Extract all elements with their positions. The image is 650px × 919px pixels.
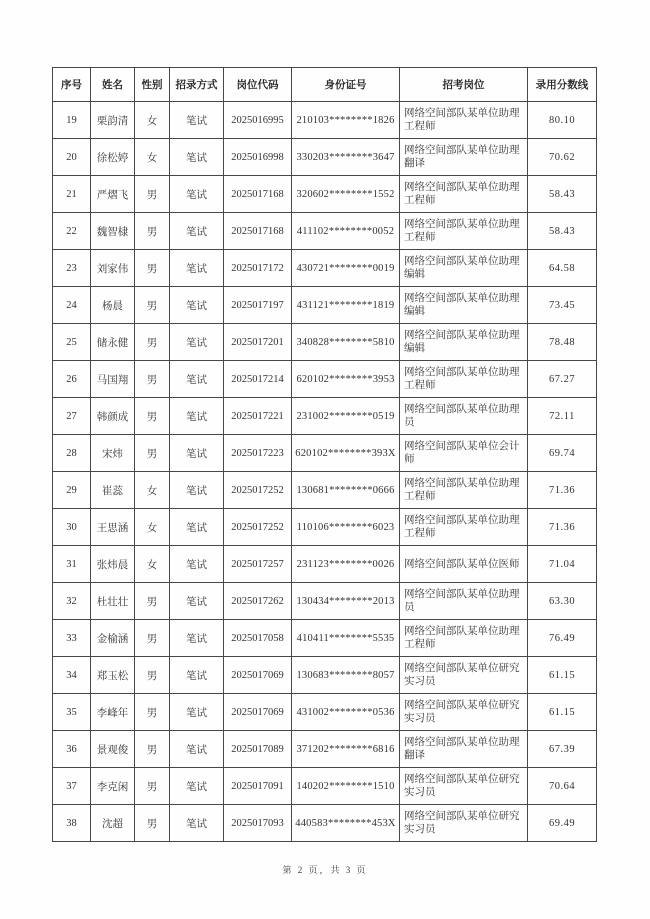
table-row xyxy=(53,324,597,361)
cell-score: 69.49 xyxy=(528,805,597,842)
cell-score: 64.58 xyxy=(528,250,597,287)
cell-code: 2025017214 xyxy=(224,361,292,398)
cell-position: 网络空间部队某单位研究实习员 xyxy=(400,694,528,731)
cell-position: 网络空间部队某单位助理工程师 xyxy=(400,361,528,398)
cell-no: 28 xyxy=(53,435,91,472)
table-row xyxy=(53,694,597,731)
cell-name: 马国翔 xyxy=(91,361,135,398)
admission-score-table xyxy=(52,67,597,842)
cell-position: 网络空间部队某单位助理员 xyxy=(400,398,528,435)
cell-name: 李峰年 xyxy=(91,694,135,731)
cell-code: 2025017201 xyxy=(224,324,292,361)
cell-code: 2025016995 xyxy=(224,102,292,139)
table-row xyxy=(53,398,597,435)
table-body xyxy=(53,102,597,842)
cell-name: 杨晨 xyxy=(91,287,135,324)
cell-code: 2025017223 xyxy=(224,435,292,472)
cell-gender: 女 xyxy=(135,509,170,546)
cell-method: 笔试 xyxy=(170,472,224,509)
cell-gender: 男 xyxy=(135,324,170,361)
cell-position: 网络空间部队某单位助理工程师 xyxy=(400,213,528,250)
cell-method: 笔试 xyxy=(170,102,224,139)
table-row xyxy=(53,102,597,139)
column-header-method: 招录方式 xyxy=(170,68,224,102)
table-row xyxy=(53,250,597,287)
cell-gender: 男 xyxy=(135,657,170,694)
cell-code: 2025017252 xyxy=(224,509,292,546)
cell-code: 2025017262 xyxy=(224,583,292,620)
cell-name: 崔蕊 xyxy=(91,472,135,509)
cell-id_number: 110106********6023 xyxy=(292,509,400,546)
table-row xyxy=(53,583,597,620)
cell-no: 21 xyxy=(53,176,91,213)
column-header-score: 录用分数线 xyxy=(528,68,597,102)
table-row xyxy=(53,472,597,509)
cell-no: 20 xyxy=(53,139,91,176)
cell-gender: 男 xyxy=(135,583,170,620)
cell-no: 23 xyxy=(53,250,91,287)
cell-position: 网络空间部队某单位助理翻译 xyxy=(400,139,528,176)
cell-position: 网络空间部队某单位助理编辑 xyxy=(400,250,528,287)
cell-position: 网络空间部队某单位助理工程师 xyxy=(400,472,528,509)
column-header-no: 序号 xyxy=(53,68,91,102)
cell-no: 36 xyxy=(53,731,91,768)
cell-name: 魏智棣 xyxy=(91,213,135,250)
cell-id_number: 210103********1826 xyxy=(292,102,400,139)
table-row xyxy=(53,731,597,768)
cell-code: 2025017089 xyxy=(224,731,292,768)
cell-no: 38 xyxy=(53,805,91,842)
table-row xyxy=(53,546,597,583)
cell-score: 70.64 xyxy=(528,768,597,805)
cell-id_number: 140202********1510 xyxy=(292,768,400,805)
cell-name: 景观俊 xyxy=(91,731,135,768)
cell-score: 78.48 xyxy=(528,324,597,361)
cell-id_number: 371202********6816 xyxy=(292,731,400,768)
cell-position: 网络空间部队某单位医师 xyxy=(400,546,528,583)
cell-method: 笔试 xyxy=(170,213,224,250)
cell-code: 2025017168 xyxy=(224,213,292,250)
cell-name: 李克闲 xyxy=(91,768,135,805)
cell-id_number: 330203********3647 xyxy=(292,139,400,176)
cell-name: 韩颜成 xyxy=(91,398,135,435)
cell-gender: 男 xyxy=(135,398,170,435)
cell-method: 笔试 xyxy=(170,361,224,398)
cell-position: 网络空间部队某单位研究实习员 xyxy=(400,805,528,842)
cell-id_number: 231002********0519 xyxy=(292,398,400,435)
table-row xyxy=(53,509,597,546)
cell-method: 笔试 xyxy=(170,287,224,324)
table-row xyxy=(53,287,597,324)
cell-score: 58.43 xyxy=(528,176,597,213)
cell-score: 69.74 xyxy=(528,435,597,472)
cell-no: 24 xyxy=(53,287,91,324)
cell-id_number: 620102********393X xyxy=(292,435,400,472)
cell-score: 58.43 xyxy=(528,213,597,250)
cell-score: 70.62 xyxy=(528,139,597,176)
column-header-position: 招考岗位 xyxy=(400,68,528,102)
cell-method: 笔试 xyxy=(170,805,224,842)
cell-code: 2025017172 xyxy=(224,250,292,287)
cell-method: 笔试 xyxy=(170,731,224,768)
table-row xyxy=(53,805,597,842)
cell-name: 严熠飞 xyxy=(91,176,135,213)
cell-gender: 女 xyxy=(135,546,170,583)
cell-position: 网络空间部队某单位助理编辑 xyxy=(400,287,528,324)
cell-method: 笔试 xyxy=(170,509,224,546)
cell-no: 33 xyxy=(53,620,91,657)
cell-gender: 男 xyxy=(135,731,170,768)
cell-name: 沈超 xyxy=(91,805,135,842)
cell-score: 67.27 xyxy=(528,361,597,398)
cell-id_number: 431002********0536 xyxy=(292,694,400,731)
cell-gender: 男 xyxy=(135,250,170,287)
cell-name: 王思涵 xyxy=(91,509,135,546)
cell-gender: 男 xyxy=(135,620,170,657)
cell-score: 63.30 xyxy=(528,583,597,620)
cell-name: 徐松婷 xyxy=(91,139,135,176)
cell-no: 22 xyxy=(53,213,91,250)
cell-no: 30 xyxy=(53,509,91,546)
cell-id_number: 620102********3953 xyxy=(292,361,400,398)
column-header-id_number: 身份证号 xyxy=(292,68,400,102)
cell-score: 71.04 xyxy=(528,546,597,583)
cell-gender: 男 xyxy=(135,287,170,324)
cell-id_number: 411102********0052 xyxy=(292,213,400,250)
cell-gender: 男 xyxy=(135,213,170,250)
cell-code: 2025017221 xyxy=(224,398,292,435)
cell-gender: 男 xyxy=(135,694,170,731)
cell-id_number: 231123********0026 xyxy=(292,546,400,583)
cell-id_number: 431121********1819 xyxy=(292,287,400,324)
cell-code: 2025016998 xyxy=(224,139,292,176)
table-row xyxy=(53,176,597,213)
cell-no: 35 xyxy=(53,694,91,731)
header-row xyxy=(53,68,597,102)
cell-score: 71.36 xyxy=(528,472,597,509)
cell-code: 2025017257 xyxy=(224,546,292,583)
cell-code: 2025017091 xyxy=(224,768,292,805)
cell-score: 67.39 xyxy=(528,731,597,768)
cell-name: 郑玉松 xyxy=(91,657,135,694)
table-row xyxy=(53,768,597,805)
column-header-gender: 性别 xyxy=(135,68,170,102)
cell-name: 杜壮壮 xyxy=(91,583,135,620)
cell-method: 笔试 xyxy=(170,657,224,694)
cell-score: 61.15 xyxy=(528,657,597,694)
cell-id_number: 340828********5810 xyxy=(292,324,400,361)
cell-position: 网络空间部队某单位助理工程师 xyxy=(400,509,528,546)
cell-code: 2025017069 xyxy=(224,657,292,694)
cell-position: 网络空间部队某单位助理工程师 xyxy=(400,102,528,139)
page-number: 第 2 页，共 3 页 xyxy=(282,865,368,875)
cell-no: 32 xyxy=(53,583,91,620)
cell-score: 61.15 xyxy=(528,694,597,731)
cell-code: 2025017168 xyxy=(224,176,292,213)
cell-id_number: 440583********453X xyxy=(292,805,400,842)
table-row xyxy=(53,139,597,176)
cell-position: 网络空间部队某单位研究实习员 xyxy=(400,657,528,694)
cell-method: 笔试 xyxy=(170,583,224,620)
cell-code: 2025017069 xyxy=(224,694,292,731)
cell-name: 刘家伟 xyxy=(91,250,135,287)
cell-id_number: 410411********5535 xyxy=(292,620,400,657)
table-row xyxy=(53,435,597,472)
cell-position: 网络空间部队某单位助理翻译 xyxy=(400,731,528,768)
cell-gender: 女 xyxy=(135,139,170,176)
cell-method: 笔试 xyxy=(170,694,224,731)
cell-id_number: 320602********1552 xyxy=(292,176,400,213)
cell-position: 网络空间部队某单位助理工程师 xyxy=(400,176,528,213)
cell-no: 27 xyxy=(53,398,91,435)
cell-method: 笔试 xyxy=(170,620,224,657)
cell-no: 37 xyxy=(53,768,91,805)
table-row xyxy=(53,620,597,657)
cell-method: 笔试 xyxy=(170,768,224,805)
cell-gender: 男 xyxy=(135,176,170,213)
table-row xyxy=(53,213,597,250)
cell-code: 2025017252 xyxy=(224,472,292,509)
cell-name: 张炜晨 xyxy=(91,546,135,583)
cell-no: 25 xyxy=(53,324,91,361)
column-header-code: 岗位代码 xyxy=(224,68,292,102)
table-row xyxy=(53,657,597,694)
cell-position: 网络空间部队某单位会计师 xyxy=(400,435,528,472)
cell-no: 19 xyxy=(53,102,91,139)
cell-gender: 男 xyxy=(135,361,170,398)
cell-score: 71.36 xyxy=(528,509,597,546)
cell-gender: 男 xyxy=(135,768,170,805)
cell-method: 笔试 xyxy=(170,324,224,361)
cell-position: 网络空间部队某单位助理员 xyxy=(400,583,528,620)
cell-method: 笔试 xyxy=(170,250,224,287)
cell-position: 网络空间部队某单位研究实习员 xyxy=(400,768,528,805)
cell-score: 73.45 xyxy=(528,287,597,324)
cell-position: 网络空间部队某单位助理编辑 xyxy=(400,324,528,361)
cell-no: 34 xyxy=(53,657,91,694)
cell-method: 笔试 xyxy=(170,139,224,176)
cell-code: 2025017093 xyxy=(224,805,292,842)
cell-gender: 女 xyxy=(135,102,170,139)
table-row xyxy=(53,361,597,398)
cell-no: 29 xyxy=(53,472,91,509)
cell-method: 笔试 xyxy=(170,398,224,435)
cell-id_number: 130683********8057 xyxy=(292,657,400,694)
cell-score: 80.10 xyxy=(528,102,597,139)
cell-position: 网络空间部队某单位助理工程师 xyxy=(400,620,528,657)
cell-gender: 女 xyxy=(135,472,170,509)
cell-score: 72.11 xyxy=(528,398,597,435)
cell-gender: 男 xyxy=(135,435,170,472)
column-header-name: 姓名 xyxy=(91,68,135,102)
cell-name: 栗韵清 xyxy=(91,102,135,139)
cell-method: 笔试 xyxy=(170,176,224,213)
cell-gender: 男 xyxy=(135,805,170,842)
cell-id_number: 130681********0666 xyxy=(292,472,400,509)
cell-no: 26 xyxy=(53,361,91,398)
cell-id_number: 430721********0019 xyxy=(292,250,400,287)
cell-id_number: 130434********2013 xyxy=(292,583,400,620)
cell-name: 储永健 xyxy=(91,324,135,361)
cell-code: 2025017197 xyxy=(224,287,292,324)
cell-score: 76.49 xyxy=(528,620,597,657)
cell-code: 2025017058 xyxy=(224,620,292,657)
cell-name: 宋炜 xyxy=(91,435,135,472)
cell-method: 笔试 xyxy=(170,435,224,472)
cell-no: 31 xyxy=(53,546,91,583)
cell-name: 金榆涵 xyxy=(91,620,135,657)
cell-method: 笔试 xyxy=(170,546,224,583)
